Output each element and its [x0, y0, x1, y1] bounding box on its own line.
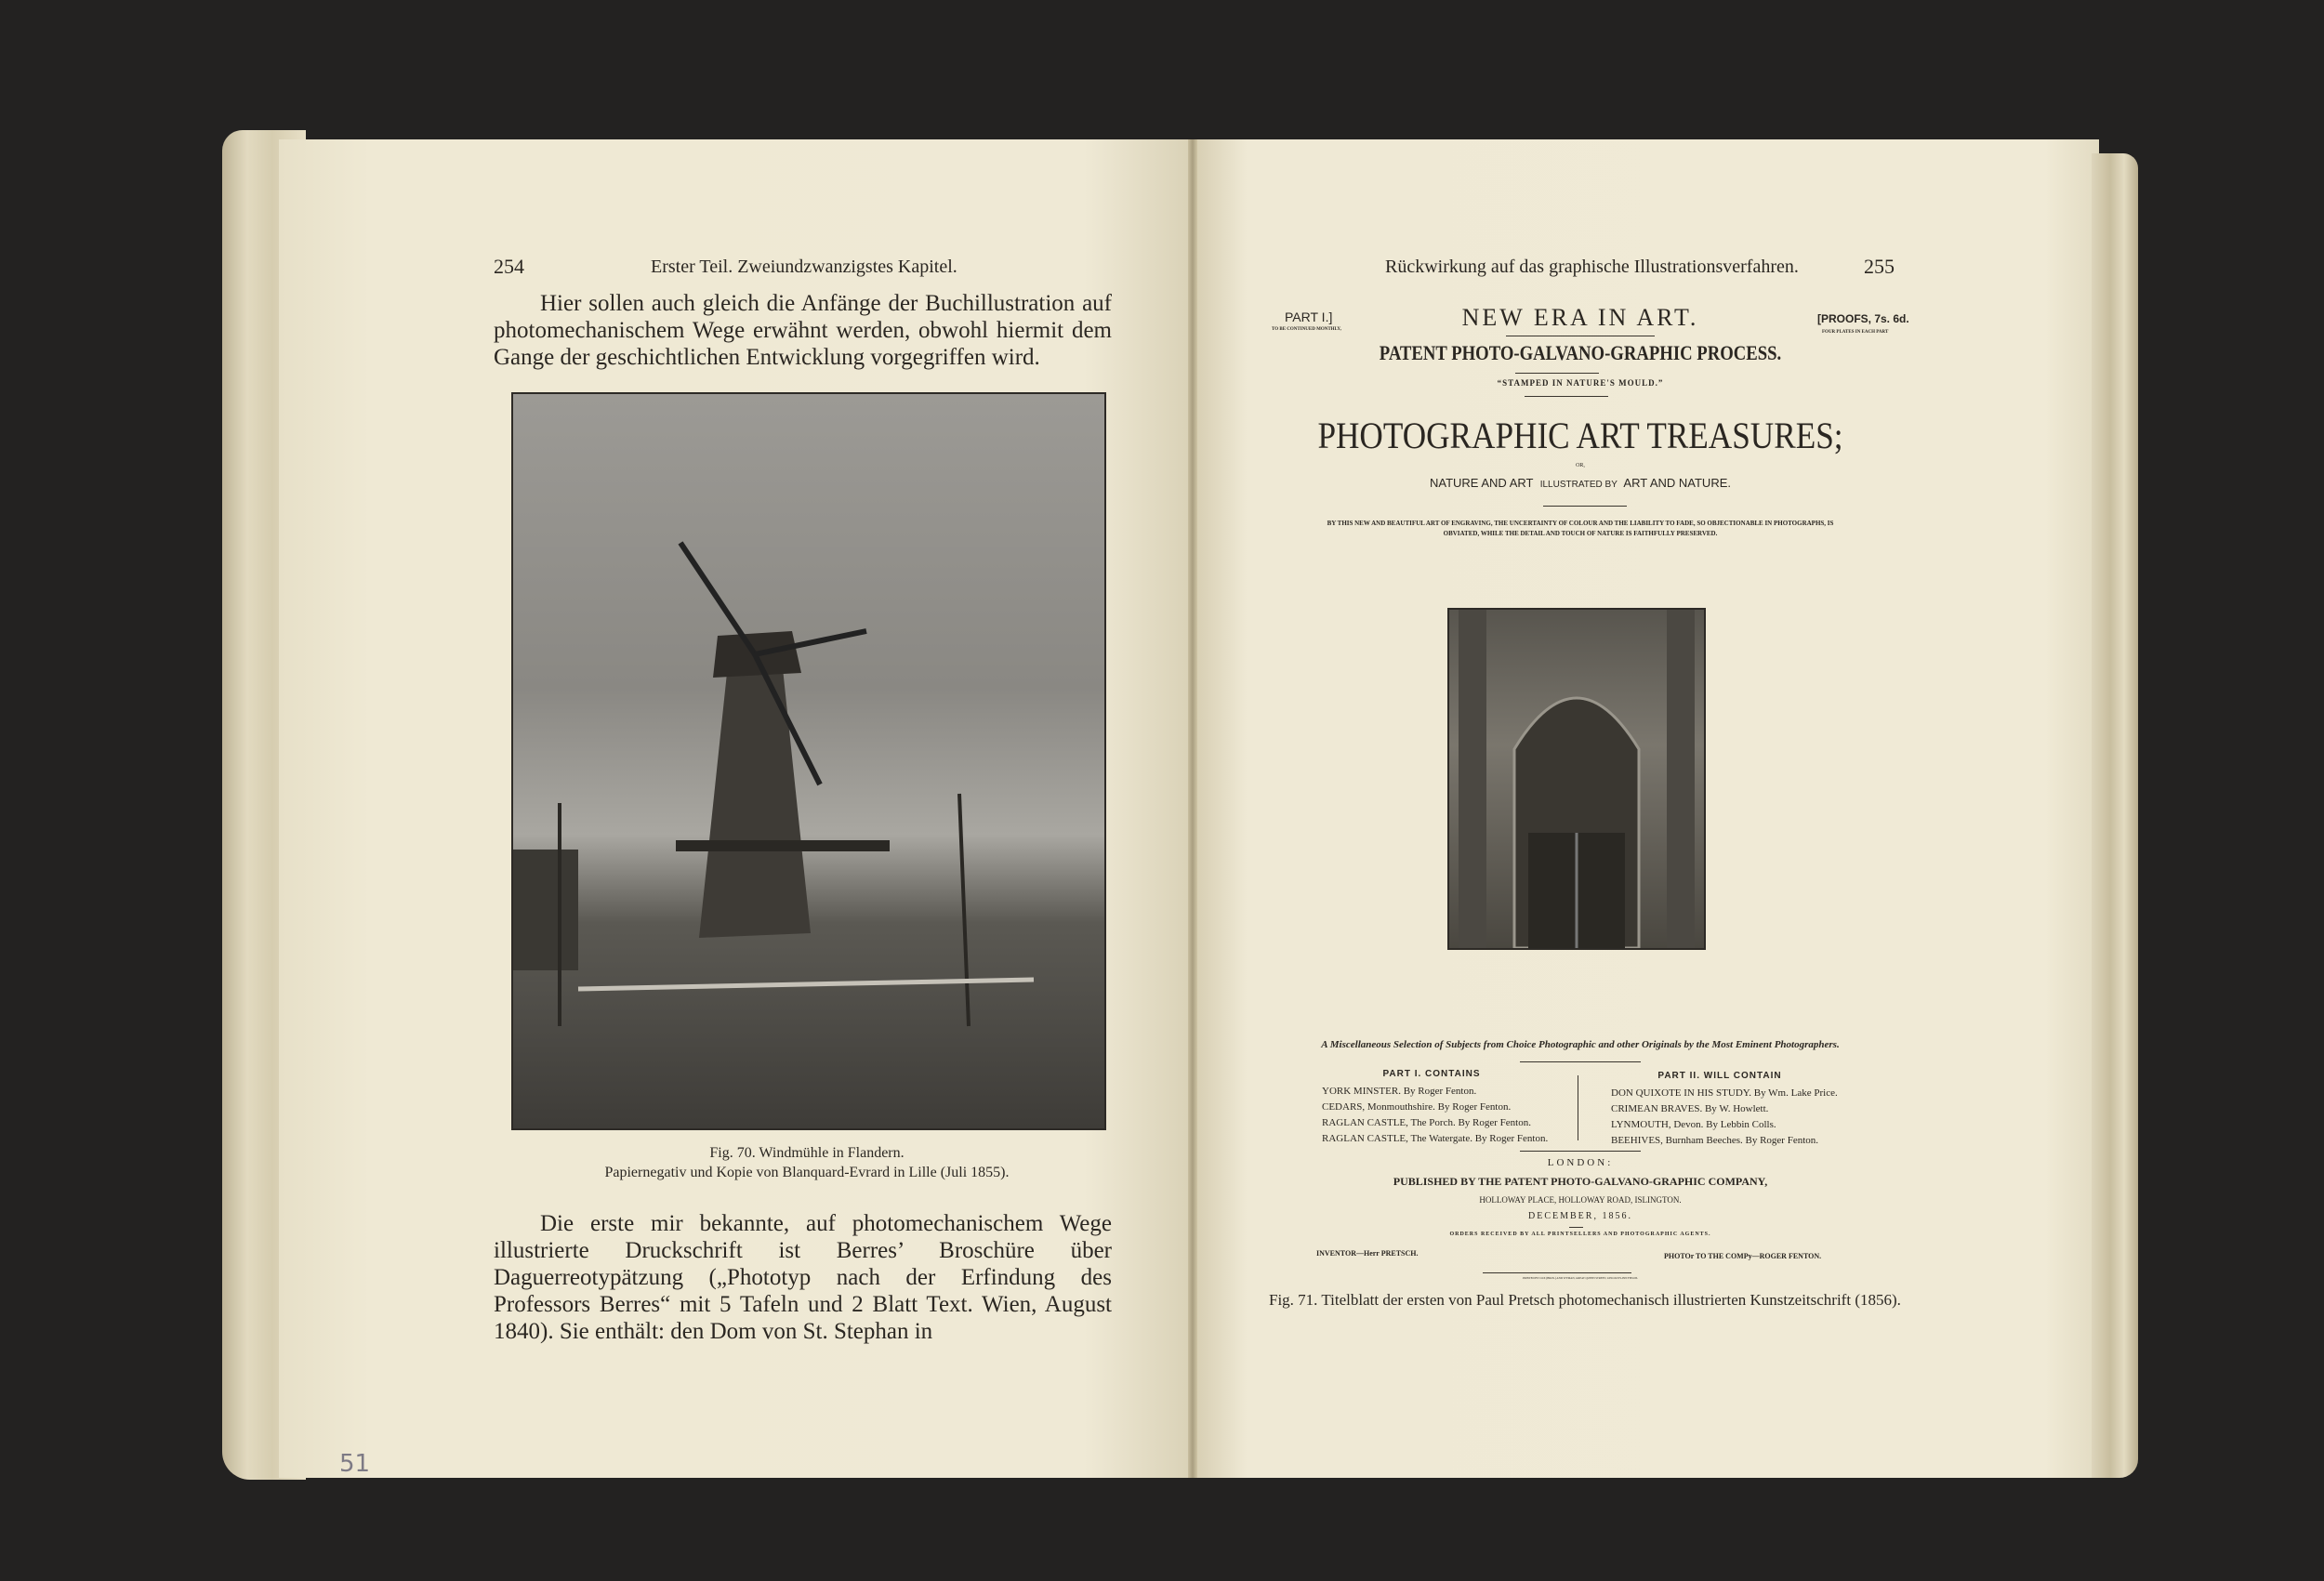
list-item: CEDARS, Monmouthshire. By Roger Fenton. [1322, 1101, 1512, 1113]
book-gutter [1188, 139, 1197, 1478]
paragraph-1: Hier sollen auch gleich die Anfänge der Buchillustration auf photomechanischem Wege erwähnt werden, obwohl hiermit dem Gange der geschichtlichen Entwicklung vorgegriffen wird. [494, 291, 1112, 370]
part1-heading: PART I. CONTAINS [1382, 1069, 1481, 1079]
list-item: BEEHIVES, Burnham Beeches. By Roger Fenton. [1611, 1135, 1819, 1146]
date: DECEMBER, 1856. [1528, 1211, 1632, 1221]
part2-list [1611, 1086, 1881, 1149]
photographer: PHOTOr TO THE COMPy—ROGER FENTON. [1664, 1252, 1822, 1260]
inventor: INVENTOR—Herr PRETSCH. [1316, 1249, 1419, 1258]
list-item: CRIMEAN BRAVES. By W. Howlett. [1611, 1103, 1769, 1114]
part-label: PART I.] [1285, 310, 1333, 324]
subtitle-part-a: NATURE AND ART [1430, 476, 1534, 490]
list-item: DON QUIXOTE IN HIS STUDY. By Wm. Lake Price. [1611, 1087, 1838, 1099]
or-text: OR, [1576, 463, 1585, 468]
part2-heading: PART II. WILL CONTAIN [1657, 1071, 1782, 1081]
running-head-right: Rückwirkung auf das graphische Illustrationsverfahren. [1385, 257, 1799, 277]
list-item: YORK MINSTER. By Roger Fenton. [1322, 1086, 1477, 1097]
divider [1569, 1227, 1583, 1228]
ornament-divider [1520, 1151, 1641, 1152]
subtitle-part-b: ILLUSTRATED BY [1539, 480, 1618, 490]
list-item: RAGLAN CASTLE, The Porch. By Roger Fenton. [1322, 1117, 1531, 1128]
london-label: LONDON: [1547, 1157, 1614, 1168]
book-page-edges-right [2092, 153, 2138, 1478]
motto: “STAMPED IN NATURE'S MOULD.” [1497, 378, 1664, 388]
main-title: PHOTOGRAPHIC ART TREASURES; [1317, 415, 1843, 456]
ornament-divider [1543, 506, 1627, 507]
orders-note: ORDERS RECEIVED BY ALL PRINTSELLERS AND PHOTOGRAPHIC AGENTS. [1449, 1232, 1711, 1237]
part-note: TO BE CONTINUED MONTHLY, [1272, 327, 1341, 332]
list-item: LYNMOUTH, Devon. By Lebbin Colls. [1611, 1119, 1776, 1130]
page-number-right: 255 [1864, 255, 1895, 278]
page-number-left: 254 [494, 255, 524, 278]
part1-list [1322, 1084, 1573, 1147]
divider [1515, 373, 1599, 374]
ornament-divider [1520, 1061, 1641, 1062]
figure-71-caption: Fig. 71. Titelblatt der ersten von Paul Pretsch photomechanisch illustrierten Kunstzeitschrift (1856). [1269, 1291, 1901, 1309]
proofs-note: FOUR PLATES IN EACH PART [1822, 330, 1889, 335]
printer-note: PRINTED BY COX (BROS.) AND WYMAN, GREAT QUEEN STREET, LINCOLN'S-INN FIELDS. [1522, 1276, 1639, 1280]
divider [1525, 396, 1608, 397]
cathedral-portal-photograph [1447, 608, 1706, 950]
blurb: BY THIS NEW AND BEAUTIFUL ART OF ENGRAVING, THE UNCERTAINTY OF COLOUR AND THE LIABILITY TO FADE, SO OBJECTIONABLE IN PHOTOGRAPHS, IS OBVIATED, WHILE THE DETAIL AND TOUCH OF NATURE IS FAITHFULLY PRESERVED. [1327, 520, 1834, 537]
paragraph-2: Die erste mir bekannte, auf photomechanischem Wege illustrierte Druckschrift ist Berres’ Broschüre über Daguerreotypätzung („Phototyp nach der Erfindung des Professors Berres“ mit 5 Tafeln und 2 Blatt Text. Wien, August 1840). Sie enthält: den Dom von St. Stephan in [494, 1211, 1112, 1344]
proofs-price: [PROOFS, 7s. 6d. [1817, 312, 1909, 325]
subtitle-part-c: ART AND NATURE. [1623, 476, 1731, 490]
figure-70-caption-line1: Fig. 70. Windmühle in Flandern. [709, 1145, 905, 1161]
address: HOLLOWAY PLACE, HOLLOWAY ROAD, ISLINGTON. [1479, 1195, 1682, 1205]
pencil-mark: 51 [339, 1450, 371, 1478]
title-heading: NEW ERA IN ART. [1461, 304, 1699, 331]
publisher: PUBLISHED BY THE PATENT PHOTO-GALVANO-GRAPHIC COMPANY, [1393, 1175, 1768, 1188]
running-head-left: Erster Teil. Zweiundzwanzigstes Kapitel. [651, 257, 957, 277]
divider [1483, 1272, 1631, 1273]
list-item: RAGLAN CASTLE, The Watergate. By Roger Fenton. [1322, 1133, 1549, 1144]
selection-note: A Miscellaneous Selection of Subjects from Choice Photographic and other Originals by the Most Eminent Photographers. [1321, 1039, 1840, 1050]
windmill-photograph [511, 392, 1106, 1130]
process-title: PATENT PHOTO-GALVANO-GRAPHIC PROCESS. [1379, 341, 1782, 364]
subtitle [1301, 476, 1859, 490]
figure-70-caption-line2: Papiernegativ und Kopie von Blanquard-Evrard in Lille (Juli 1855). [604, 1165, 1010, 1180]
